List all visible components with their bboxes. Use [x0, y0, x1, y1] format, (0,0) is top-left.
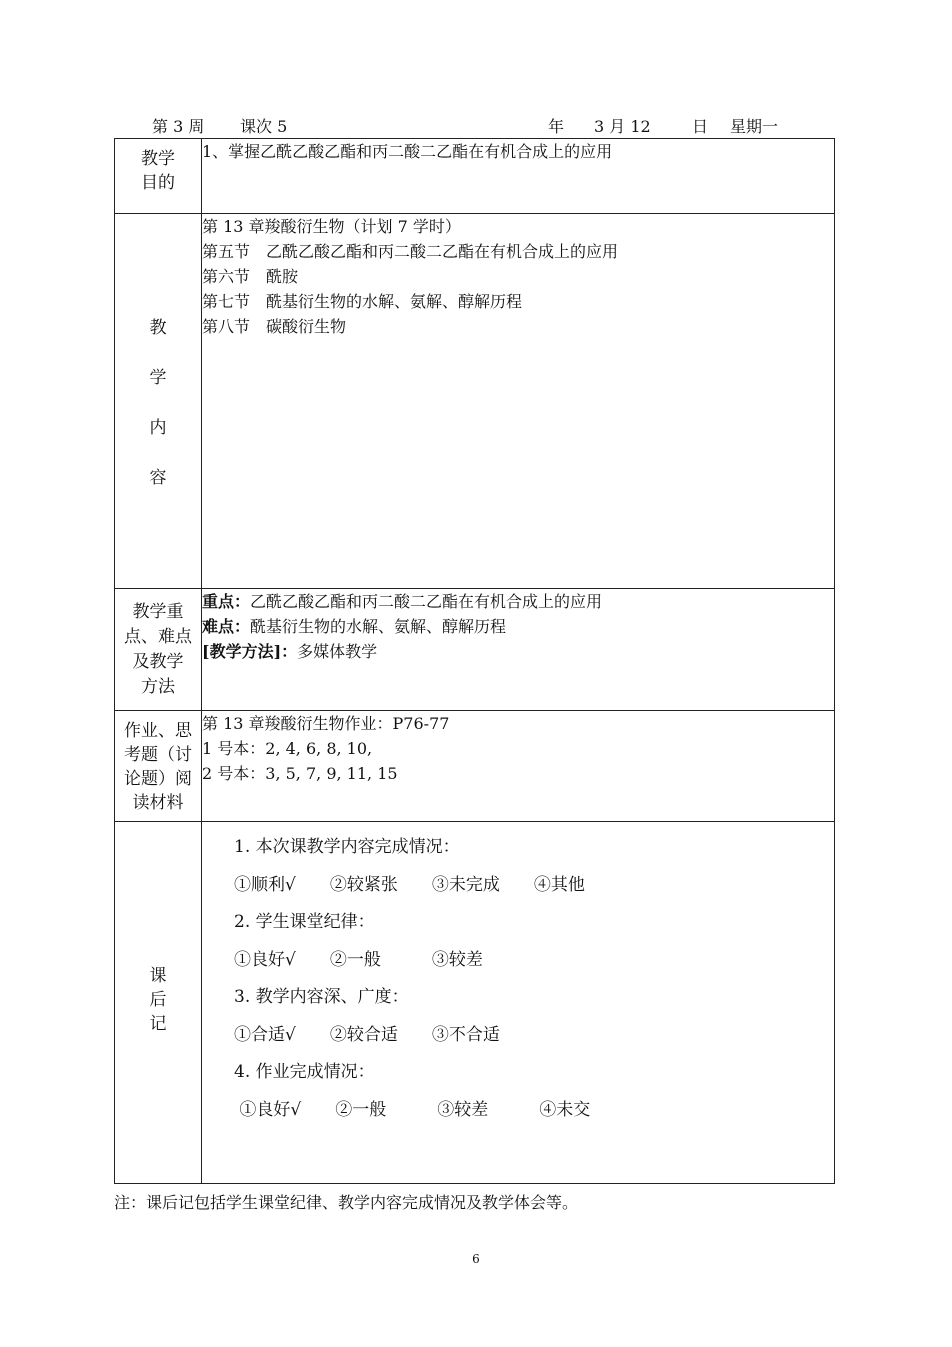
key-points-content — [202, 589, 835, 711]
key-point-line: 重点：乙酰乙酸乙酯和丙二酸二乙酯在有机合成上的应用 — [202, 592, 603, 611]
lesson-header — [0, 114, 952, 138]
teaching-content-row — [115, 214, 835, 589]
content-line: 第 13 章羧酸衍生物（计划 7 学时） — [202, 217, 461, 236]
key-points-label: 教学重 点、难点 及教学 方法 — [115, 589, 202, 711]
after-class-line: 3. 教学内容深、广度： — [234, 987, 409, 1007]
homework-line: 2 号本：3, 5, 7, 9, 11, 15 — [202, 764, 398, 783]
homework-line: 第 13 章羧酸衍生物作业：P76-77 — [202, 714, 450, 733]
after-class-content — [202, 822, 835, 1184]
after-class-line: ①合适√ ②较合适 ③不合适 — [234, 1024, 500, 1045]
teaching-method-line: [教学方法]：多媒体教学 — [202, 642, 378, 661]
content-line: 第五节 乙酰乙酸乙酯和丙二酸二乙酯在有机合成上的应用 — [202, 242, 619, 261]
objective-label: 教学 目的 — [115, 139, 202, 214]
objective-content: 1、掌握乙酰乙酸乙酯和丙二酸二乙酯在有机合成上的应用 — [202, 139, 835, 214]
homework-line: 1 号本：2, 4, 6, 8, 10, — [202, 739, 373, 758]
content-line: 第六节 酰胺 — [202, 267, 299, 286]
homework-label: 作业、思 考题（讨 论题）阅 读材料 — [115, 711, 202, 822]
homework-content — [202, 711, 835, 822]
teaching-content-label: 教 学 内 容 — [115, 214, 202, 589]
lesson-plan-table — [114, 138, 835, 1184]
weekday-label: 星期一 — [730, 117, 779, 136]
page-number: 6 — [472, 1252, 480, 1266]
after-class-line: 2. 学生课堂纪律： — [234, 912, 375, 932]
key-points-row — [115, 589, 835, 711]
after-class-row — [115, 822, 835, 1184]
lesson-number: 课次 5 — [240, 117, 288, 136]
content-line: 第七节 酰基衍生物的水解、氨解、醇解历程 — [202, 292, 523, 311]
after-class-line: 4. 作业完成情况： — [234, 1062, 375, 1082]
day-label: 日 — [692, 117, 709, 136]
year-label: 年 — [548, 117, 565, 136]
after-class-line: 1. 本次课教学内容完成情况： — [234, 837, 460, 857]
difficult-point-line: 难点：酰基衍生物的水解、氨解、醇解历程 — [202, 617, 507, 636]
week-number: 第 3 周 — [152, 117, 205, 136]
date-month-day: 3 月 12 — [594, 117, 651, 136]
after-class-line: ①良好√ ②一般 ③较差 ④未交 — [234, 1099, 591, 1120]
content-line: 第八节 碳酸衍生物 — [202, 317, 347, 336]
after-class-line: ①良好√ ②一般 ③较差 — [234, 949, 483, 970]
after-class-label: 课 后 记 — [115, 822, 202, 1184]
teaching-content-text — [202, 214, 835, 589]
objective-row — [115, 139, 835, 214]
homework-row — [115, 711, 835, 822]
after-class-line: ①顺利√ ②较紧张 ③未完成 ④其他 — [234, 874, 585, 895]
footnote: 注：课后记包括学生课堂纪律、教学内容完成情况及教学体会等。 — [114, 1193, 579, 1212]
